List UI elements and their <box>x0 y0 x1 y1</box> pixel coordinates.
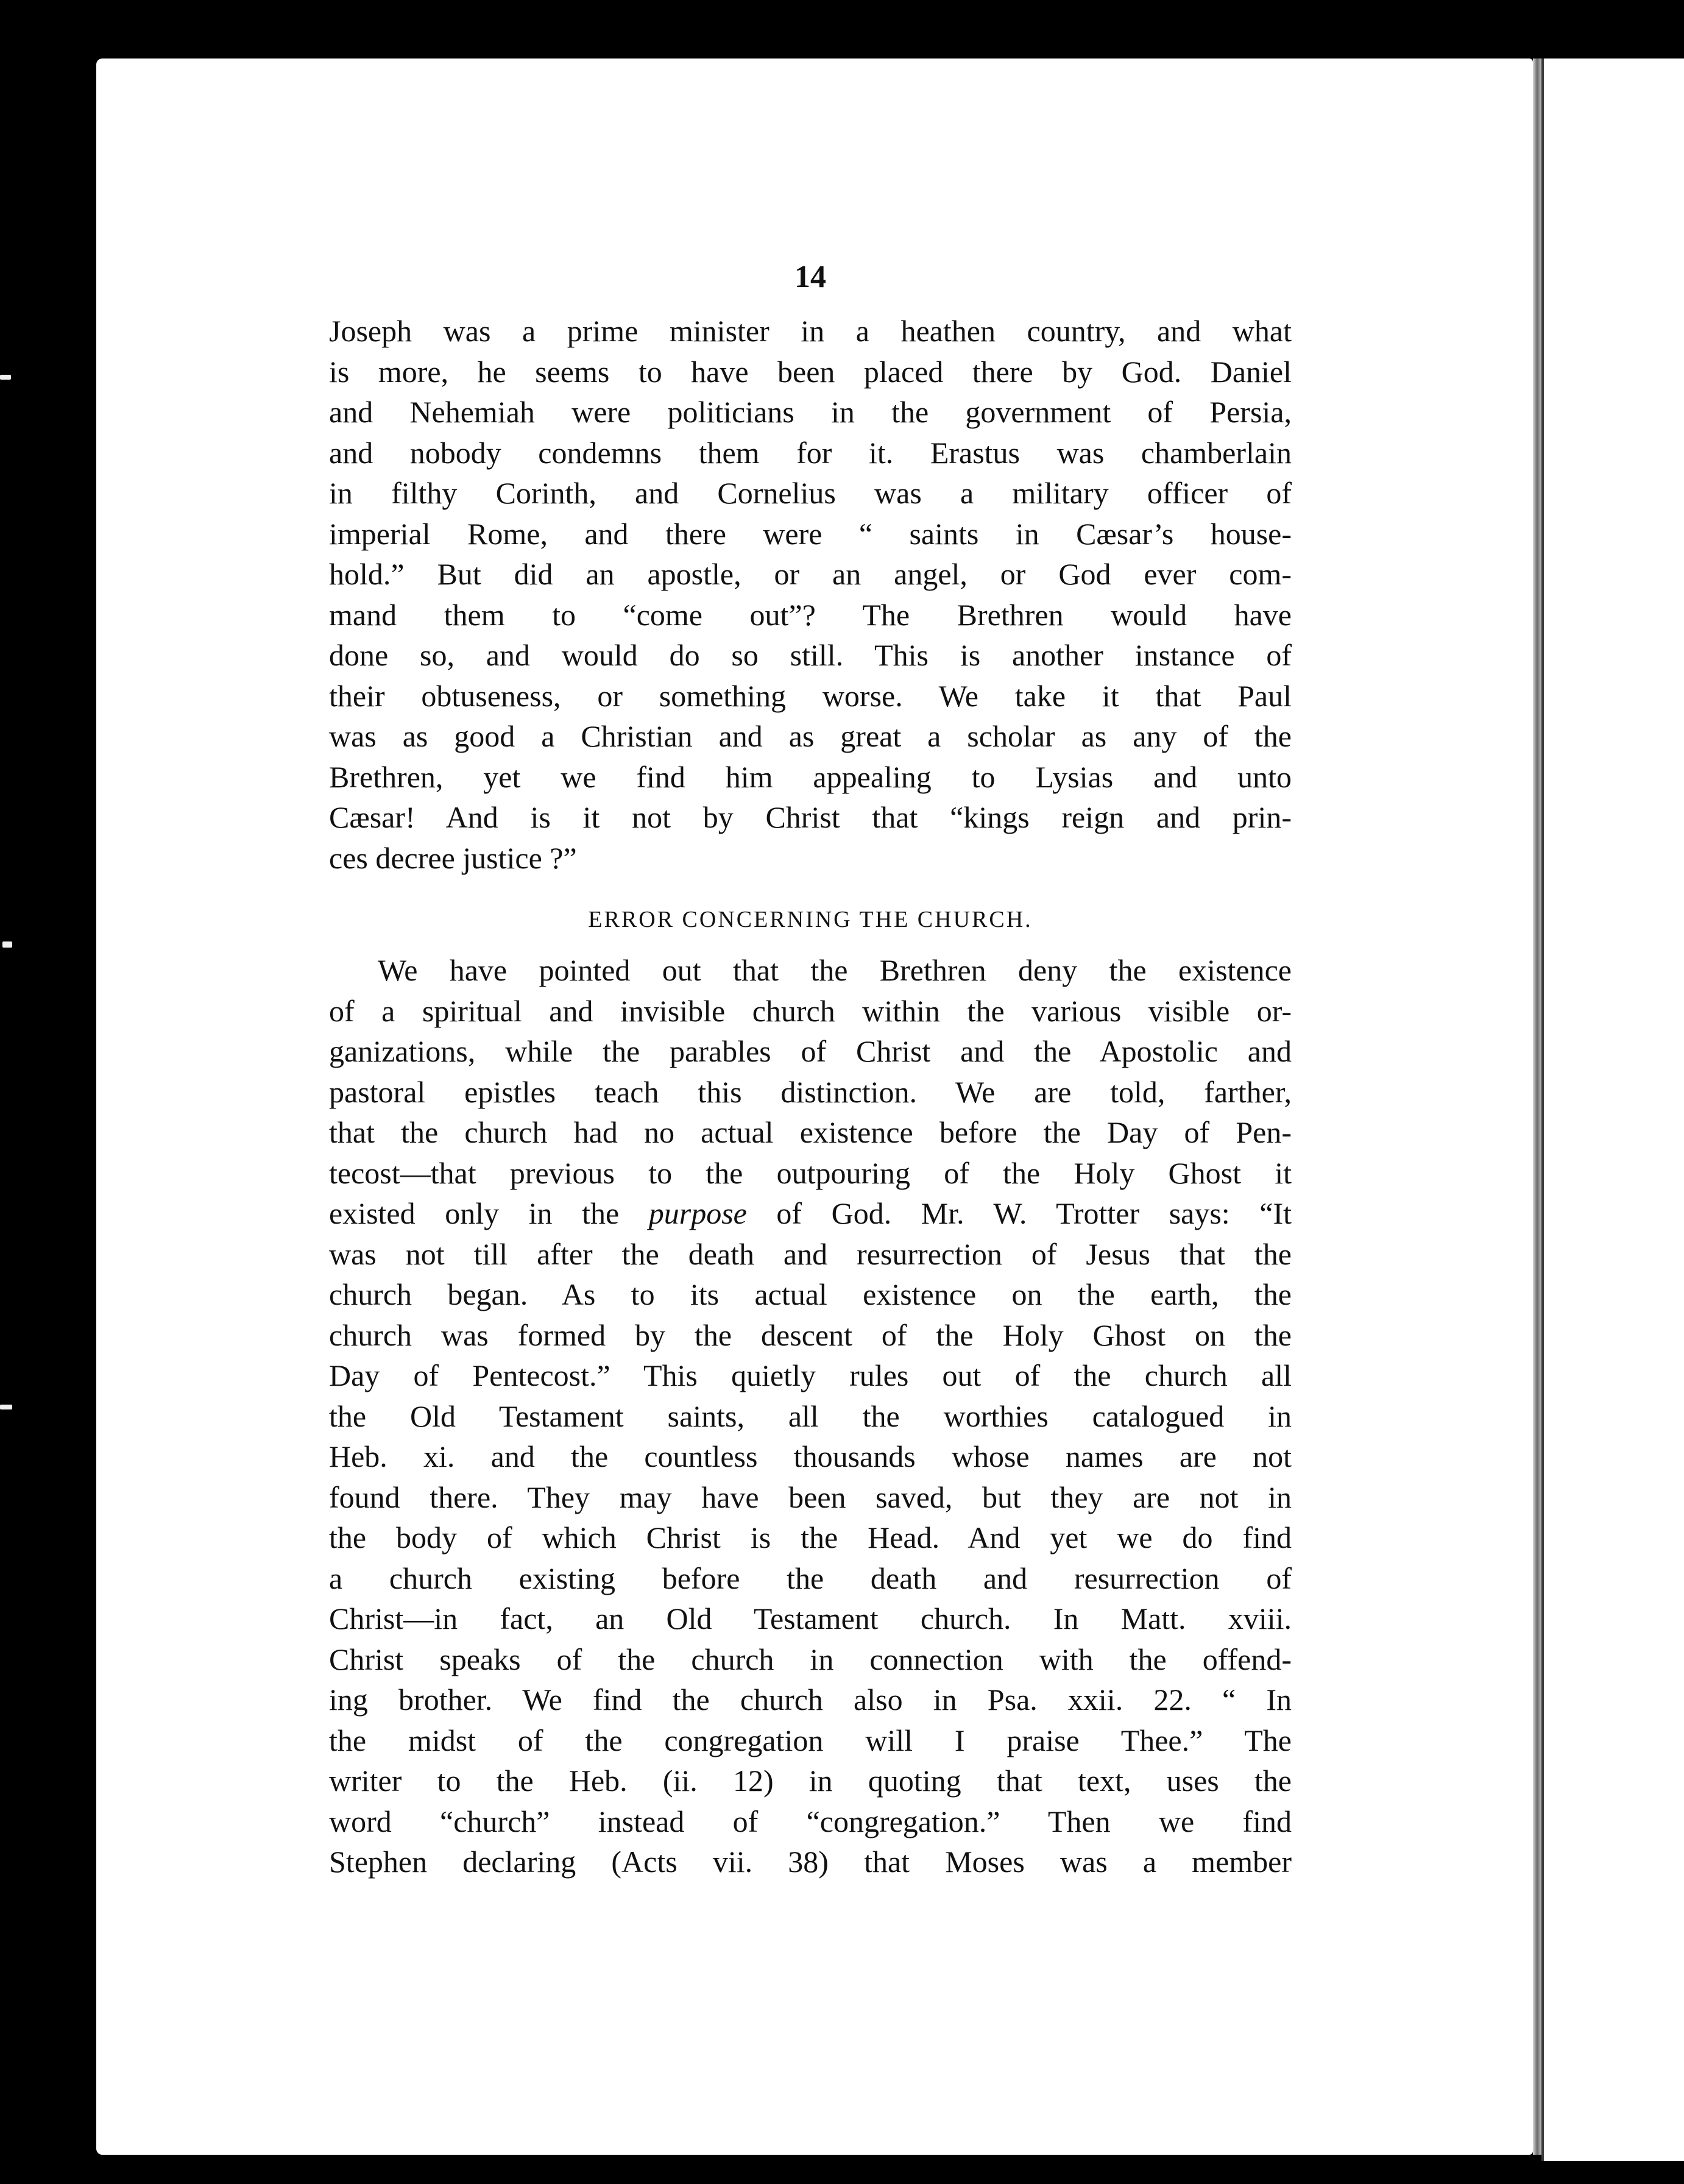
text-line: Cæsar! And is it not by Christ that “kings reign and prin- <box>329 800 1292 834</box>
page-gutter <box>1533 58 1541 2155</box>
text-line: Joseph was a prime minister in a heathen country, and what <box>329 314 1292 348</box>
text-line: of a spiritual and invisible church within the various visible or- <box>329 993 1292 1028</box>
margin-speck <box>2 941 12 948</box>
section-heading: ERROR CONCERNING THE CHURCH. <box>588 907 1033 932</box>
text-line: and nobody condemns them for it. Erastus was chamberlain <box>329 435 1292 470</box>
paragraph-1 <box>329 311 1292 878</box>
text-segment: of God. Mr. W. Trotter says: “It <box>746 1196 1292 1230</box>
text-line: is more, he seems to have been placed there by God. Daniel <box>329 354 1292 389</box>
text-line: was as good a Christian and as great a scholar as any of the <box>329 719 1292 753</box>
text-line: Day of Pentecost.” This quietly rules out of the church all <box>329 1358 1292 1392</box>
text-line: in filthy Corinth, and Cornelius was a military officer of <box>329 476 1292 510</box>
text-line: church began. As to its actual existence on the earth, the <box>329 1277 1292 1311</box>
text-line: that the church had no actual existence before the Day of Pen- <box>329 1115 1292 1149</box>
text-line: Stephen declaring (Acts vii. 38) that Moses was a member <box>329 1845 1292 1879</box>
text-line: the Old Testament saints, all the worthies catalogued in <box>329 1399 1292 1433</box>
italic-word: purpose <box>648 1196 747 1230</box>
text-line: pastoral epistles teach this distinction. We are told, farther, <box>329 1074 1292 1109</box>
margin-speck <box>0 375 11 380</box>
text-line: writer to the Heb. (ii. 12) in quoting that text, uses the <box>329 1764 1292 1798</box>
text-line: done so, and would do so still. This is another instance of <box>329 638 1292 672</box>
text-line: church was formed by the descent of the Holy Ghost on the <box>329 1317 1292 1352</box>
text-line: was not till after the death and resurrection of Jesus that the <box>329 1236 1292 1271</box>
text-line: We have pointed out that the Brethren deny the existence <box>378 953 1292 987</box>
right-page-edge <box>1541 58 1684 2161</box>
text-line: tecost—that previous to the outpouring of the Holy Ghost it <box>329 1155 1292 1190</box>
text-line-with-italic <box>329 1193 1292 1234</box>
text-line: hold.” But did an apostle, or an angel, or God ever com- <box>329 557 1292 591</box>
text-line: mand them to “come out”? The Brethren would have <box>329 597 1292 632</box>
text-line: the midst of the congregation will I praise Thee.” The <box>329 1723 1292 1757</box>
text-line: found there. They may have been saved, but they are not in <box>329 1480 1292 1514</box>
text-line: word “church” instead of “congregation.” Then we find <box>329 1804 1292 1838</box>
page-text <box>329 244 1292 1882</box>
paragraph-2 <box>329 950 1292 1882</box>
text-line: a church existing before the death and resurrection of <box>329 1561 1292 1595</box>
text-line: their obtuseness, or something worse. We take it that Paul <box>329 678 1292 713</box>
page-number: 14 <box>794 260 826 294</box>
margin-speck <box>0 1405 12 1409</box>
text-line: and Nehemiah were politicians in the government of Persia, <box>329 395 1292 429</box>
text-line: Heb. xi. and the countless thousands whose names are not <box>329 1439 1292 1473</box>
text-line: Christ speaks of the church in connection with the offend- <box>329 1642 1292 1676</box>
text-line: Christ—in fact, an Old Testament church. In Matt. xviii. <box>329 1601 1292 1636</box>
text-line: imperial Rome, and there were “ saints in Cæsar’s house- <box>329 516 1292 551</box>
text-line: the body of which Christ is the Head. And yet we do find <box>329 1520 1292 1555</box>
text-segment: existed only in the <box>329 1196 649 1230</box>
text-line: ing brother. We find the church also in Psa. xxii. 22. “ In <box>329 1682 1292 1717</box>
text-line: ces decree justice ?” <box>329 840 577 875</box>
text-line: ganizations, while the parables of Christ and the Apostolic and <box>329 1034 1292 1068</box>
text-line: Brethren, yet we find him appealing to Lysias and unto <box>329 759 1292 794</box>
